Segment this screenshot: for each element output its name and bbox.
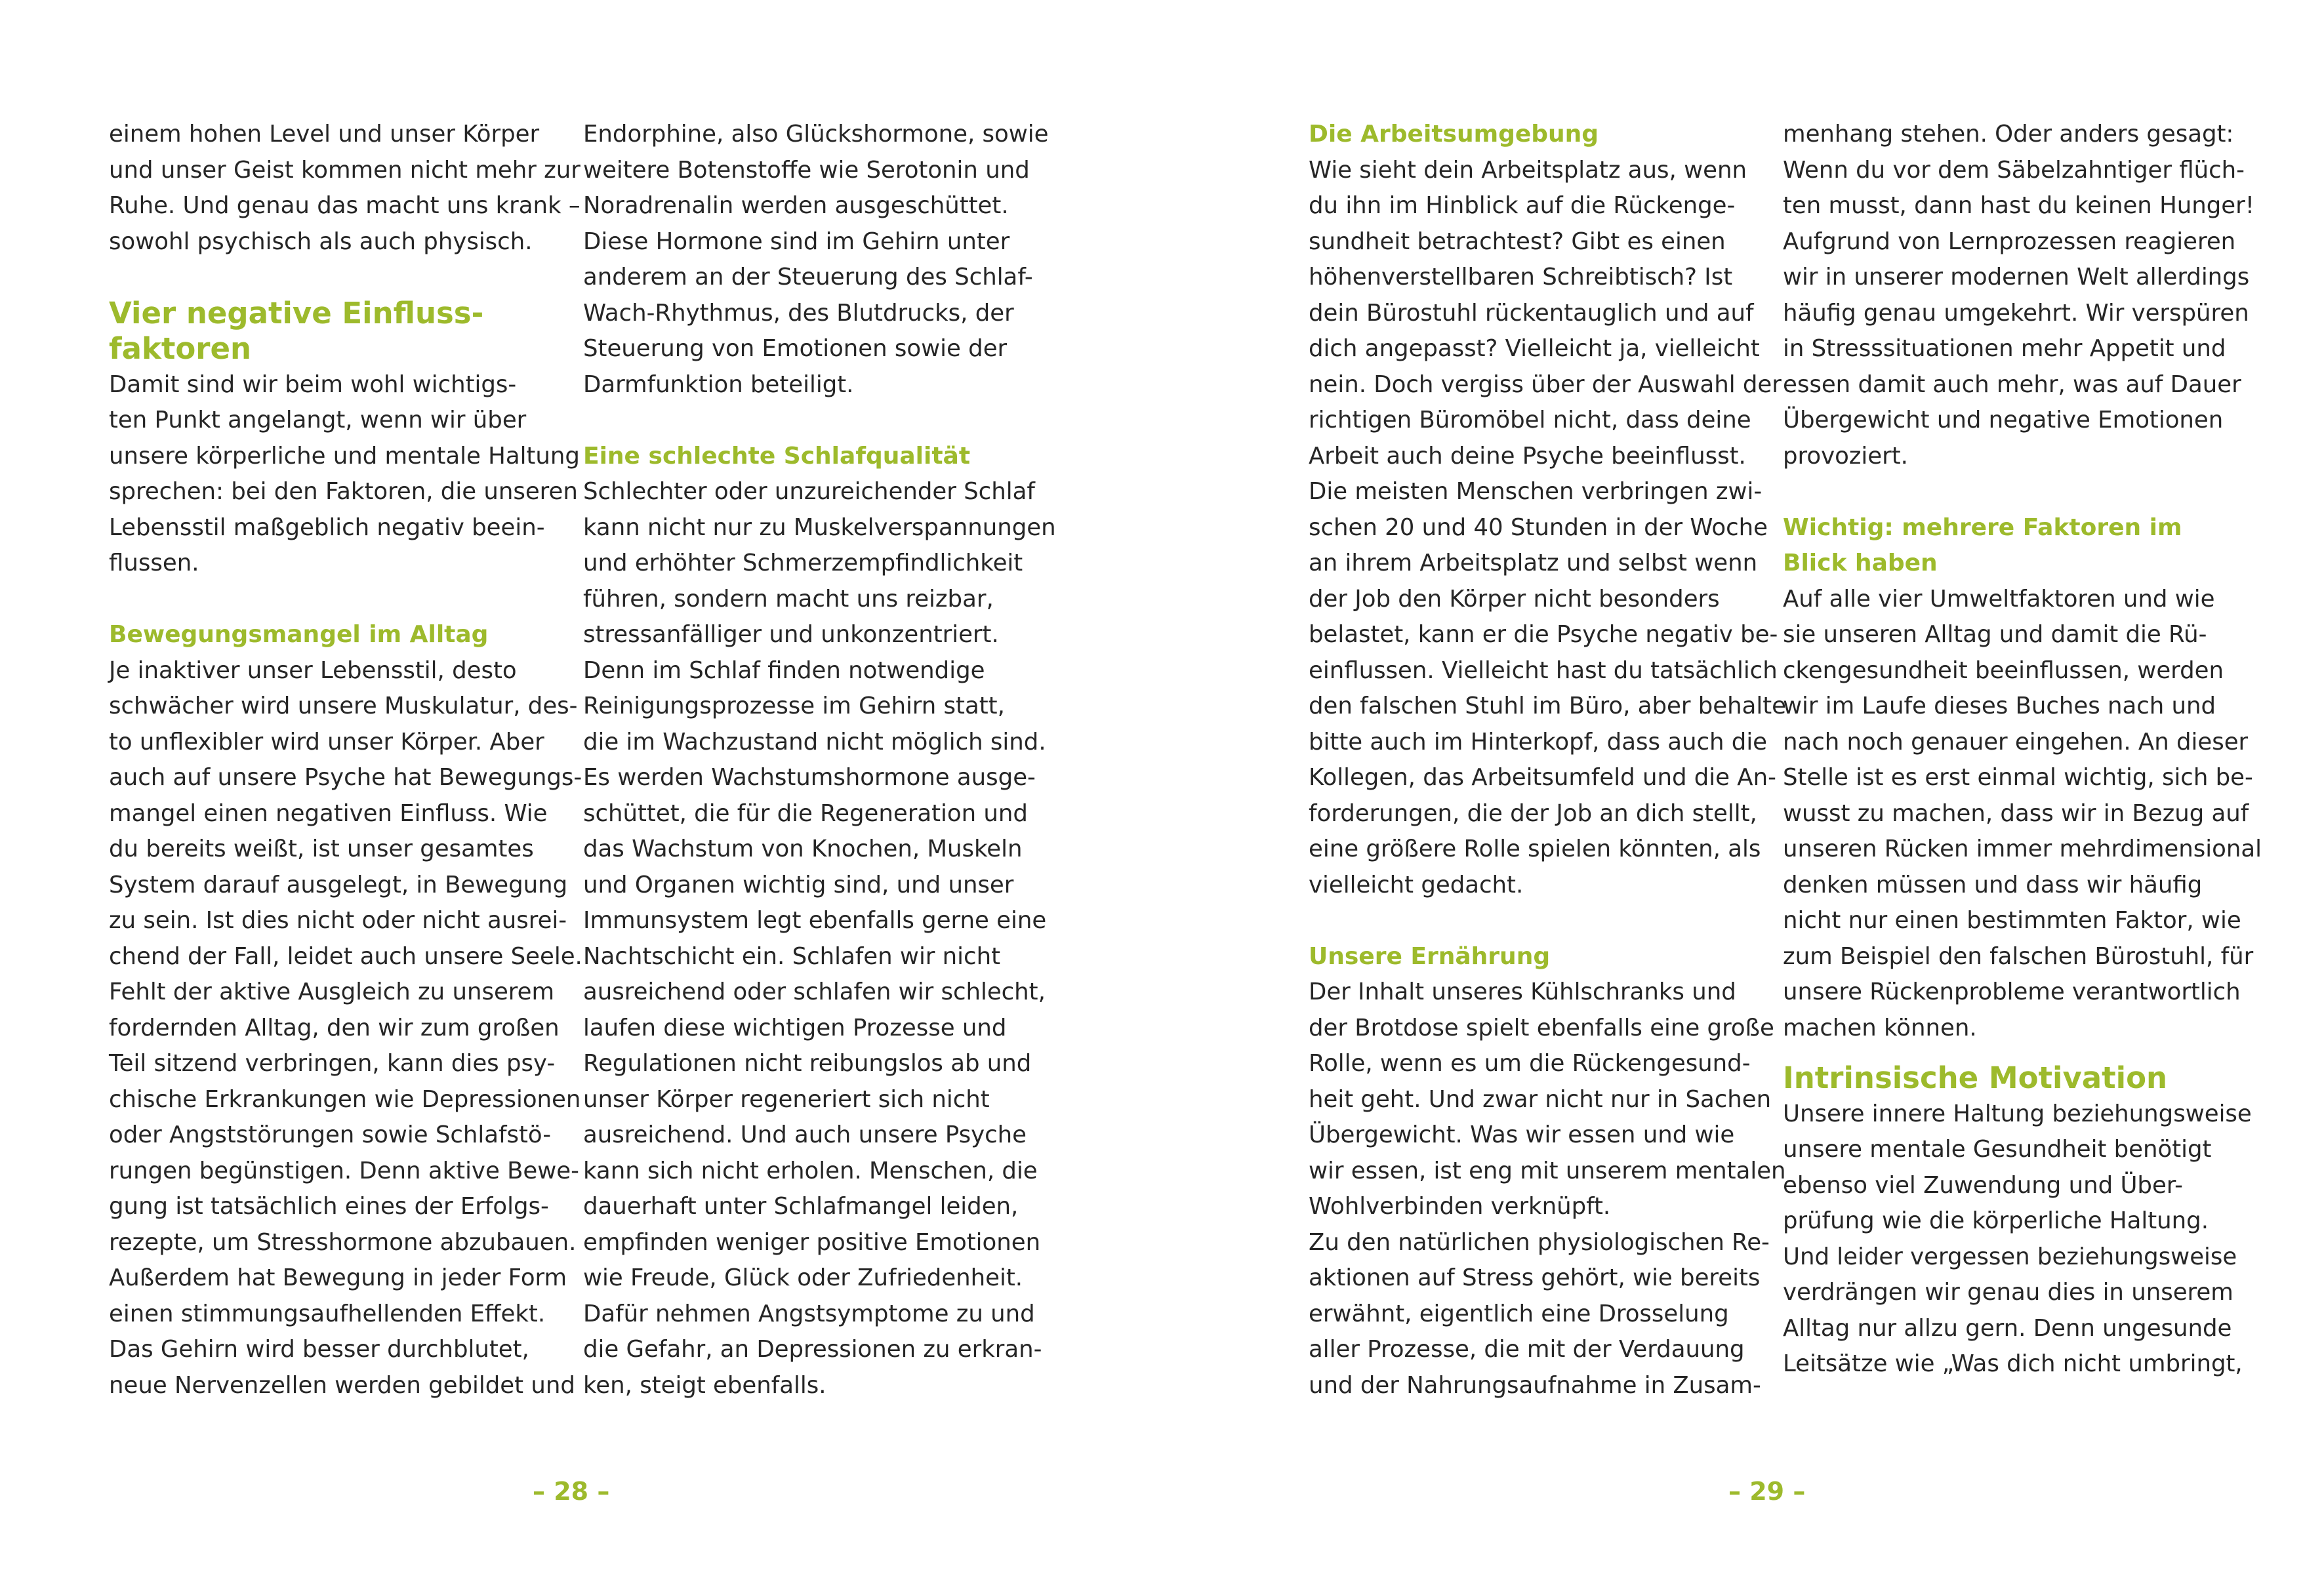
text-line: forderungen, die der Job an dich stellt, xyxy=(1309,799,1757,827)
paragraph-ernaehrung xyxy=(1309,975,1786,1403)
text-line: chend der Fall, leidet auch unsere Seele. xyxy=(109,942,582,970)
text-line: schüttet, die für die Regeneration und xyxy=(583,799,1028,827)
text-line: ckengesundheit beeinflussen, werden xyxy=(1783,656,2224,684)
text-line: und Organen wichtig sind, und unser xyxy=(583,871,1014,898)
text-line: Übergewicht und negative Emotionen xyxy=(1783,407,2224,433)
text-line: Fehlt der aktive Ausgleich zu unserem xyxy=(109,978,555,1005)
text-line: Endorphine, also Glückshormone, sowie xyxy=(583,121,1049,148)
text-line: ausreichend. Und auch unsere Psyche xyxy=(583,1121,1027,1148)
text-line: unser Körper regeneriert sich nicht xyxy=(583,1085,990,1113)
text-line: Wie sieht dein Arbeitsplatz aus, wenn xyxy=(1309,156,1747,184)
text-line: denken müssen und dass wir häufig xyxy=(1783,871,2203,898)
text-line: menhang stehen. Oder anders gesagt: xyxy=(1783,121,2234,148)
text-line: sprechen: bei den Faktoren, die unseren xyxy=(109,478,578,505)
text-line: empfinden weniger positive Emotionen xyxy=(583,1228,1041,1256)
paragraph-innere-haltung xyxy=(1783,1097,2252,1382)
text-line: oder Angststörungen sowie Schlafstö- xyxy=(109,1121,552,1148)
paragraph-saebelzahntiger xyxy=(1783,117,2254,474)
text-line: ten Punkt angelangt, wenn wir über xyxy=(109,407,527,433)
text-line: dein Bürostuhl rückentauglich und auf xyxy=(1309,299,1754,327)
text-line: richtigen Büromöbel nicht, dass deine xyxy=(1309,407,1751,433)
text-line: Vier negative Einfluss- xyxy=(109,295,484,331)
text-line: zu sein. Ist dies nicht oder nicht ausrei- xyxy=(109,907,567,934)
text-line: unseren Rücken immer mehrdimensional xyxy=(1783,836,2262,862)
text-line: verdrängen wir genau dies in unserem xyxy=(1783,1279,2233,1306)
text-line: sie unseren Alltag und damit die Rü- xyxy=(1783,621,2207,648)
text-line: Auf alle vier Umweltfaktoren und wie xyxy=(1783,585,2215,613)
text-line: wir in unserer modernen Welt allerdings xyxy=(1783,264,2250,291)
text-line: auch auf unsere Psyche hat Bewegungs- xyxy=(109,764,582,791)
text-line: unsere Rückenprobleme verantwortlich xyxy=(1783,978,2241,1005)
text-line: sundheit betrachtest? Gibt es einen xyxy=(1309,228,1726,255)
paragraph-bewegungsmangel xyxy=(109,653,582,1404)
text-line: mangel einen negativen Einfluss. Wie xyxy=(109,799,548,827)
text-line: to unflexibler wird unser Körper. Aber xyxy=(109,728,544,756)
text-line: heit geht. Und zwar nicht nur in Sachen xyxy=(1309,1085,1772,1113)
text-line: Zu den natürlichen physiologischen Re- xyxy=(1309,1228,1770,1256)
subheading-ernaehrung: Unsere Ernährung xyxy=(1309,942,1551,970)
text-line: zum Beispiel den falschen Bürostuhl, für xyxy=(1783,942,2254,970)
text-line: Und leider vergessen beziehungsweise xyxy=(1783,1243,2237,1270)
text-line: ten musst, dann hast du keinen Hunger! xyxy=(1783,192,2254,219)
paragraph-einflussfaktoren xyxy=(109,367,580,582)
text-line: ausreichend oder schlafen wir schlecht, xyxy=(583,978,1046,1005)
text-line: Blick haben xyxy=(1783,550,1938,576)
text-line: aller Prozesse, die mit der Verdauung xyxy=(1309,1336,1745,1363)
right-page xyxy=(1162,0,2323,1572)
text-line: dauerhaft unter Schlafmangel leiden, xyxy=(583,1193,1019,1220)
text-line: rezepte, um Stresshormone abzubauen. xyxy=(109,1228,577,1256)
text-line: eine größere Rolle spielen könnten, als xyxy=(1309,836,1761,862)
text-line: anderem an der Steuerung des Schlaf- xyxy=(583,264,1033,291)
text-line: Unsere innere Haltung beziehungsweise xyxy=(1783,1100,2252,1127)
text-line: Wichtig: mehrere Faktoren im xyxy=(1783,514,2182,541)
text-line: aktionen auf Stress gehört, wie bereits xyxy=(1309,1264,1761,1291)
text-line: rungen begünstigen. Denn aktive Bewe- xyxy=(109,1157,579,1184)
text-line: provoziert. xyxy=(1783,442,1908,470)
text-line: wir essen, ist eng mit unserem mentalen xyxy=(1309,1157,1786,1184)
text-line: Wach-Rhythmus, des Blutdrucks, der xyxy=(583,299,1014,327)
text-line: kann sich nicht erholen. Menschen, die xyxy=(583,1157,1038,1184)
text-line: chische Erkrankungen wie Depressionen xyxy=(109,1085,581,1113)
subheading-arbeitsumgebung: Die Arbeitsumgebung xyxy=(1309,121,1599,148)
text-line: sowohl psychisch als auch physisch. xyxy=(109,228,533,255)
text-line: Immunsystem legt ebenfalls gerne eine xyxy=(583,907,1047,934)
column-2 xyxy=(583,117,1056,1403)
text-line: in Stresssituationen mehr Appetit und xyxy=(1783,335,2226,362)
text-line: essen damit auch mehr, was auf Dauer xyxy=(1783,371,2241,398)
text-line: nicht nur einen bestimmten Faktor, wie xyxy=(1783,907,2241,934)
text-line: weitere Botenstoffe wie Serotonin und xyxy=(583,156,1030,184)
text-line: Dafür nehmen Angstsymptome zu und xyxy=(583,1300,1035,1327)
text-line: gung ist tatsächlich eines der Erfolgs- xyxy=(109,1193,549,1220)
text-line: Regulationen nicht reibungslos ab und xyxy=(583,1050,1032,1077)
text-line: System darauf ausgelegt, in Bewegung xyxy=(109,871,568,898)
text-line: wie Freude, Glück oder Zufriedenheit. xyxy=(583,1264,1023,1291)
text-line: schwächer wird unsere Muskulatur, des- xyxy=(109,693,578,719)
text-line: Wohlverbinden verknüpft. xyxy=(1309,1193,1611,1220)
text-line: führen, sondern macht uns reizbar, xyxy=(583,585,994,613)
text-line: die Gefahr, an Depressionen zu erkran- xyxy=(583,1336,1042,1363)
column-3 xyxy=(1309,117,1786,1403)
column-4 xyxy=(1783,117,2262,1382)
text-line: Wenn du vor dem Säbelzahntiger flüch- xyxy=(1783,156,2245,184)
text-line: Damit sind wir beim wohl wichtigs- xyxy=(109,371,517,398)
text-line: nach noch genauer eingehen. An dieser xyxy=(1783,728,2249,756)
subheading-bewegungsmangel: Bewegungsmangel im Alltag xyxy=(109,621,489,648)
page-number-right: – 29 – xyxy=(1728,1477,1806,1506)
text-line: wusst zu machen, dass wir in Bezug auf xyxy=(1783,799,2249,827)
paragraph-umweltfaktoren xyxy=(1783,582,2262,1047)
text-line: prüfung wie die körperliche Haltung. xyxy=(1783,1207,2209,1234)
section-heading-vier-negative-einflussfaktoren xyxy=(109,296,568,367)
text-line: fordernden Alltag, den wir zum großen xyxy=(109,1014,560,1041)
text-line: belastet, kann er die Psyche negativ be- xyxy=(1309,621,1778,648)
paragraph-hormone xyxy=(583,117,1049,403)
text-line: Steuerung von Emotionen sowie der xyxy=(583,335,1008,362)
text-line: das Wachstum von Knochen, Muskeln xyxy=(583,836,1023,862)
text-line: du ihn im Hinblick auf die Rückenge- xyxy=(1309,192,1736,219)
text-line: Stelle ist es erst einmal wichtig, sich be- xyxy=(1783,764,2253,791)
text-line: höhenverstellbaren Schreibtisch? Ist xyxy=(1309,264,1733,291)
text-line: wir im Laufe dieses Buches nach und xyxy=(1783,693,2216,719)
text-line: der Job den Körper nicht besonders xyxy=(1309,585,1720,613)
text-line: Es werden Wachstumshormone ausge- xyxy=(583,764,1036,791)
section-heading-intrinsische-motivation: Intrinsische Motivation xyxy=(1783,1060,2168,1095)
text-line: Lebensstil maßgeblich negativ beein- xyxy=(109,514,545,541)
text-line: Leitsätze wie „Was dich nicht umbringt, xyxy=(1783,1350,2243,1377)
text-line: Je inaktiver unser Lebensstil, desto xyxy=(109,656,517,684)
text-line: Rolle, wenn es um die Rückengesund- xyxy=(1309,1050,1751,1077)
text-line: die im Wachzustand nicht möglich sind. xyxy=(583,728,1046,756)
subheading-mehrere-faktoren xyxy=(1783,510,2242,582)
text-line: ken, steigt ebenfalls. xyxy=(583,1371,826,1399)
paragraph-arbeitsumgebung xyxy=(1309,153,1786,904)
page-number-left: – 28 – xyxy=(533,1477,610,1506)
text-line: neue Nervenzellen werden gebildet und xyxy=(109,1371,575,1399)
text-line: dich angepasst? Vielleicht ja, vielleicht xyxy=(1309,335,1760,362)
intro-paragraph xyxy=(109,117,581,260)
text-line: und erhöhter Schmerzempfindlichkeit xyxy=(583,550,1023,576)
text-line: kann nicht nur zu Muskelverspannungen xyxy=(583,514,1056,541)
text-line: schen 20 und 40 Stunden in der Woche xyxy=(1309,514,1768,541)
paragraph-schlafqualitaet xyxy=(583,474,1056,1403)
text-line: Kollegen, das Arbeitsumfeld und die An- xyxy=(1309,764,1776,791)
text-line: an ihrem Arbeitsplatz und selbst wenn xyxy=(1309,550,1758,576)
text-line: einen stimmungsaufhellenden Effekt. xyxy=(109,1300,546,1327)
text-line: Nachtschicht ein. Schlafen wir nicht xyxy=(583,942,1000,970)
text-line: unsere körperliche und mentale Haltung xyxy=(109,442,580,470)
text-line: Noradrenalin werden ausgeschüttet. xyxy=(583,192,1009,219)
text-line: Darmfunktion beteiligt. xyxy=(583,371,854,398)
text-line: Ruhe. Und genau das macht uns krank – xyxy=(109,192,581,219)
text-line: vielleicht gedacht. xyxy=(1309,871,1524,898)
text-line: Außerdem hat Bewegung in jeder Form xyxy=(109,1264,567,1291)
text-line: faktoren xyxy=(109,331,252,366)
text-line: Arbeit auch deine Psyche beeinflusst. xyxy=(1309,442,1746,470)
text-line: einem hohen Level und unser Körper xyxy=(109,121,540,148)
text-line: häufig genau umgekehrt. Wir verspüren xyxy=(1783,299,2249,327)
text-line: Schlechter oder unzureichender Schlaf xyxy=(583,478,1035,505)
text-line: flussen. xyxy=(109,550,199,576)
text-line: du bereits weißt, ist unser gesamtes xyxy=(109,836,534,862)
text-line: einflussen. Vielleicht hast du tatsächlich xyxy=(1309,656,1778,684)
text-line: unsere mentale Gesundheit benötigt xyxy=(1783,1136,2212,1163)
text-line: und unser Geist kommen nicht mehr zur xyxy=(109,156,581,184)
text-line: ebenso viel Zuwendung und Über- xyxy=(1783,1171,2183,1199)
text-line: Alltag nur allzu gern. Denn ungesunde xyxy=(1783,1314,2232,1342)
text-line: Das Gehirn wird besser durchblutet, xyxy=(109,1336,529,1363)
text-line: machen können. xyxy=(1783,1014,1977,1041)
column-1 xyxy=(109,117,582,1403)
text-line: Reinigungsprozesse im Gehirn statt, xyxy=(583,693,1005,719)
text-line: bitte auch im Hinterkopf, dass auch die xyxy=(1309,728,1768,756)
text-line: der Brotdose spielt ebenfalls eine große xyxy=(1309,1014,1774,1041)
text-line: Diese Hormone sind im Gehirn unter xyxy=(583,228,1010,255)
text-line: Der Inhalt unseres Kühlschranks und xyxy=(1309,978,1736,1005)
text-line: laufen diese wichtigen Prozesse und xyxy=(583,1014,1007,1041)
text-line: den falschen Stuhl im Büro, aber behalte xyxy=(1309,693,1786,719)
text-line: nein. Doch vergiss über der Auswahl der xyxy=(1309,371,1782,398)
subheading-schlafqualitaet: Eine schlechte Schlafqualität xyxy=(583,442,971,470)
text-line: und der Nahrungsaufnahme in Zusam- xyxy=(1309,1371,1761,1399)
text-line: Denn im Schlaf finden notwendige xyxy=(583,656,985,684)
text-line: Teil sitzend verbringen, kann dies psy- xyxy=(109,1050,556,1077)
text-line: stressanfälliger und unkonzentriert. xyxy=(583,621,999,648)
text-line: Aufgrund von Lernprozessen reagieren xyxy=(1783,228,2236,255)
text-line: Die meisten Menschen verbringen zwi- xyxy=(1309,478,1763,505)
text-line: erwähnt, eigentlich eine Drosselung xyxy=(1309,1300,1729,1327)
text-line: Übergewicht. Was wir essen und wie xyxy=(1309,1121,1735,1148)
